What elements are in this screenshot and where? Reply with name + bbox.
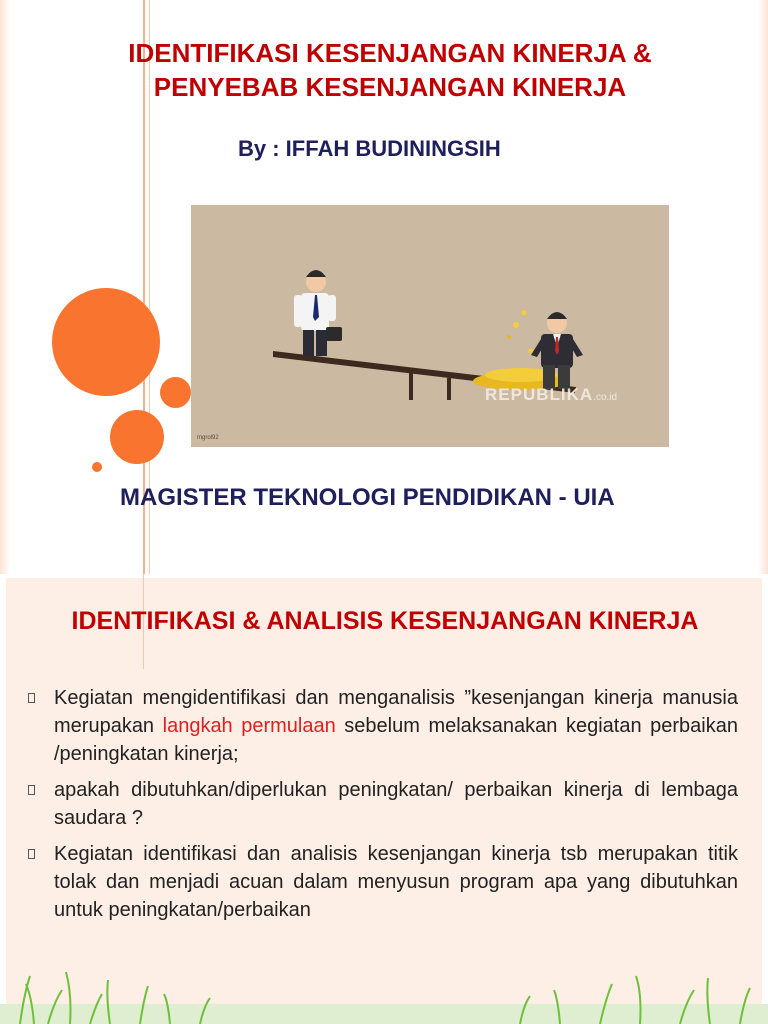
bullet-item: Kegiatan identifikasi dan analisis kesenjangan kinerja tsb merupakan titik tolak dan menjadi acuan dalam menyusun program apa yang dibutuhkan untuk peningkatan/perbaikan	[28, 840, 738, 924]
bullet-list	[28, 684, 738, 932]
slide-border-right	[762, 574, 768, 1024]
seesaw-illustration	[191, 205, 669, 447]
author-byline: By : IFFAH BUDININGSIH	[238, 136, 501, 161]
bullet-icon	[28, 693, 35, 703]
image-watermark: REPUBLIKA.co.id	[485, 385, 618, 404]
program-subtitle: MAGISTER TEKNOLOGI PENDIDIKAN - UIA	[120, 484, 615, 511]
bullet-item: apakah dibutuhkan/diperlukan peningkatan/ perbaikan kinerja di lembaga saudara ?	[28, 776, 738, 832]
grass-decoration	[0, 964, 768, 1024]
decorative-dot	[92, 462, 102, 472]
slide-edge-right	[758, 0, 768, 574]
slide-divider	[0, 574, 768, 578]
decorative-circle-small	[160, 377, 191, 408]
slide-title: IDENTIFIKASI & ANALISIS KESENJANGAN KINERJA	[71, 607, 699, 635]
slide-2	[0, 574, 768, 1024]
slide-border-left	[0, 574, 6, 1024]
image-credit: mgrol92	[197, 435, 219, 441]
decorative-circle-medium	[110, 410, 164, 464]
seesaw-drawing	[191, 205, 669, 447]
decorative-circle-large	[52, 288, 160, 396]
bullet-icon	[28, 785, 35, 795]
bullet-item: Kegiatan mengidentifikasi dan menganalisis ”kesenjangan kinerja manusia merupakan langkah permulaan sebelum melaksanakan kegiatan perbaikan /peningkatan kinerja;	[28, 684, 738, 768]
slide-edge-left	[0, 0, 10, 574]
slide-title: IDENTIFIKASI KESENJANGAN KINERJA & PENYEBAB KESENJANGAN KINERJA	[128, 38, 652, 102]
highlighted-phrase: langkah permulaan	[162, 715, 336, 737]
bullet-icon	[28, 849, 35, 859]
